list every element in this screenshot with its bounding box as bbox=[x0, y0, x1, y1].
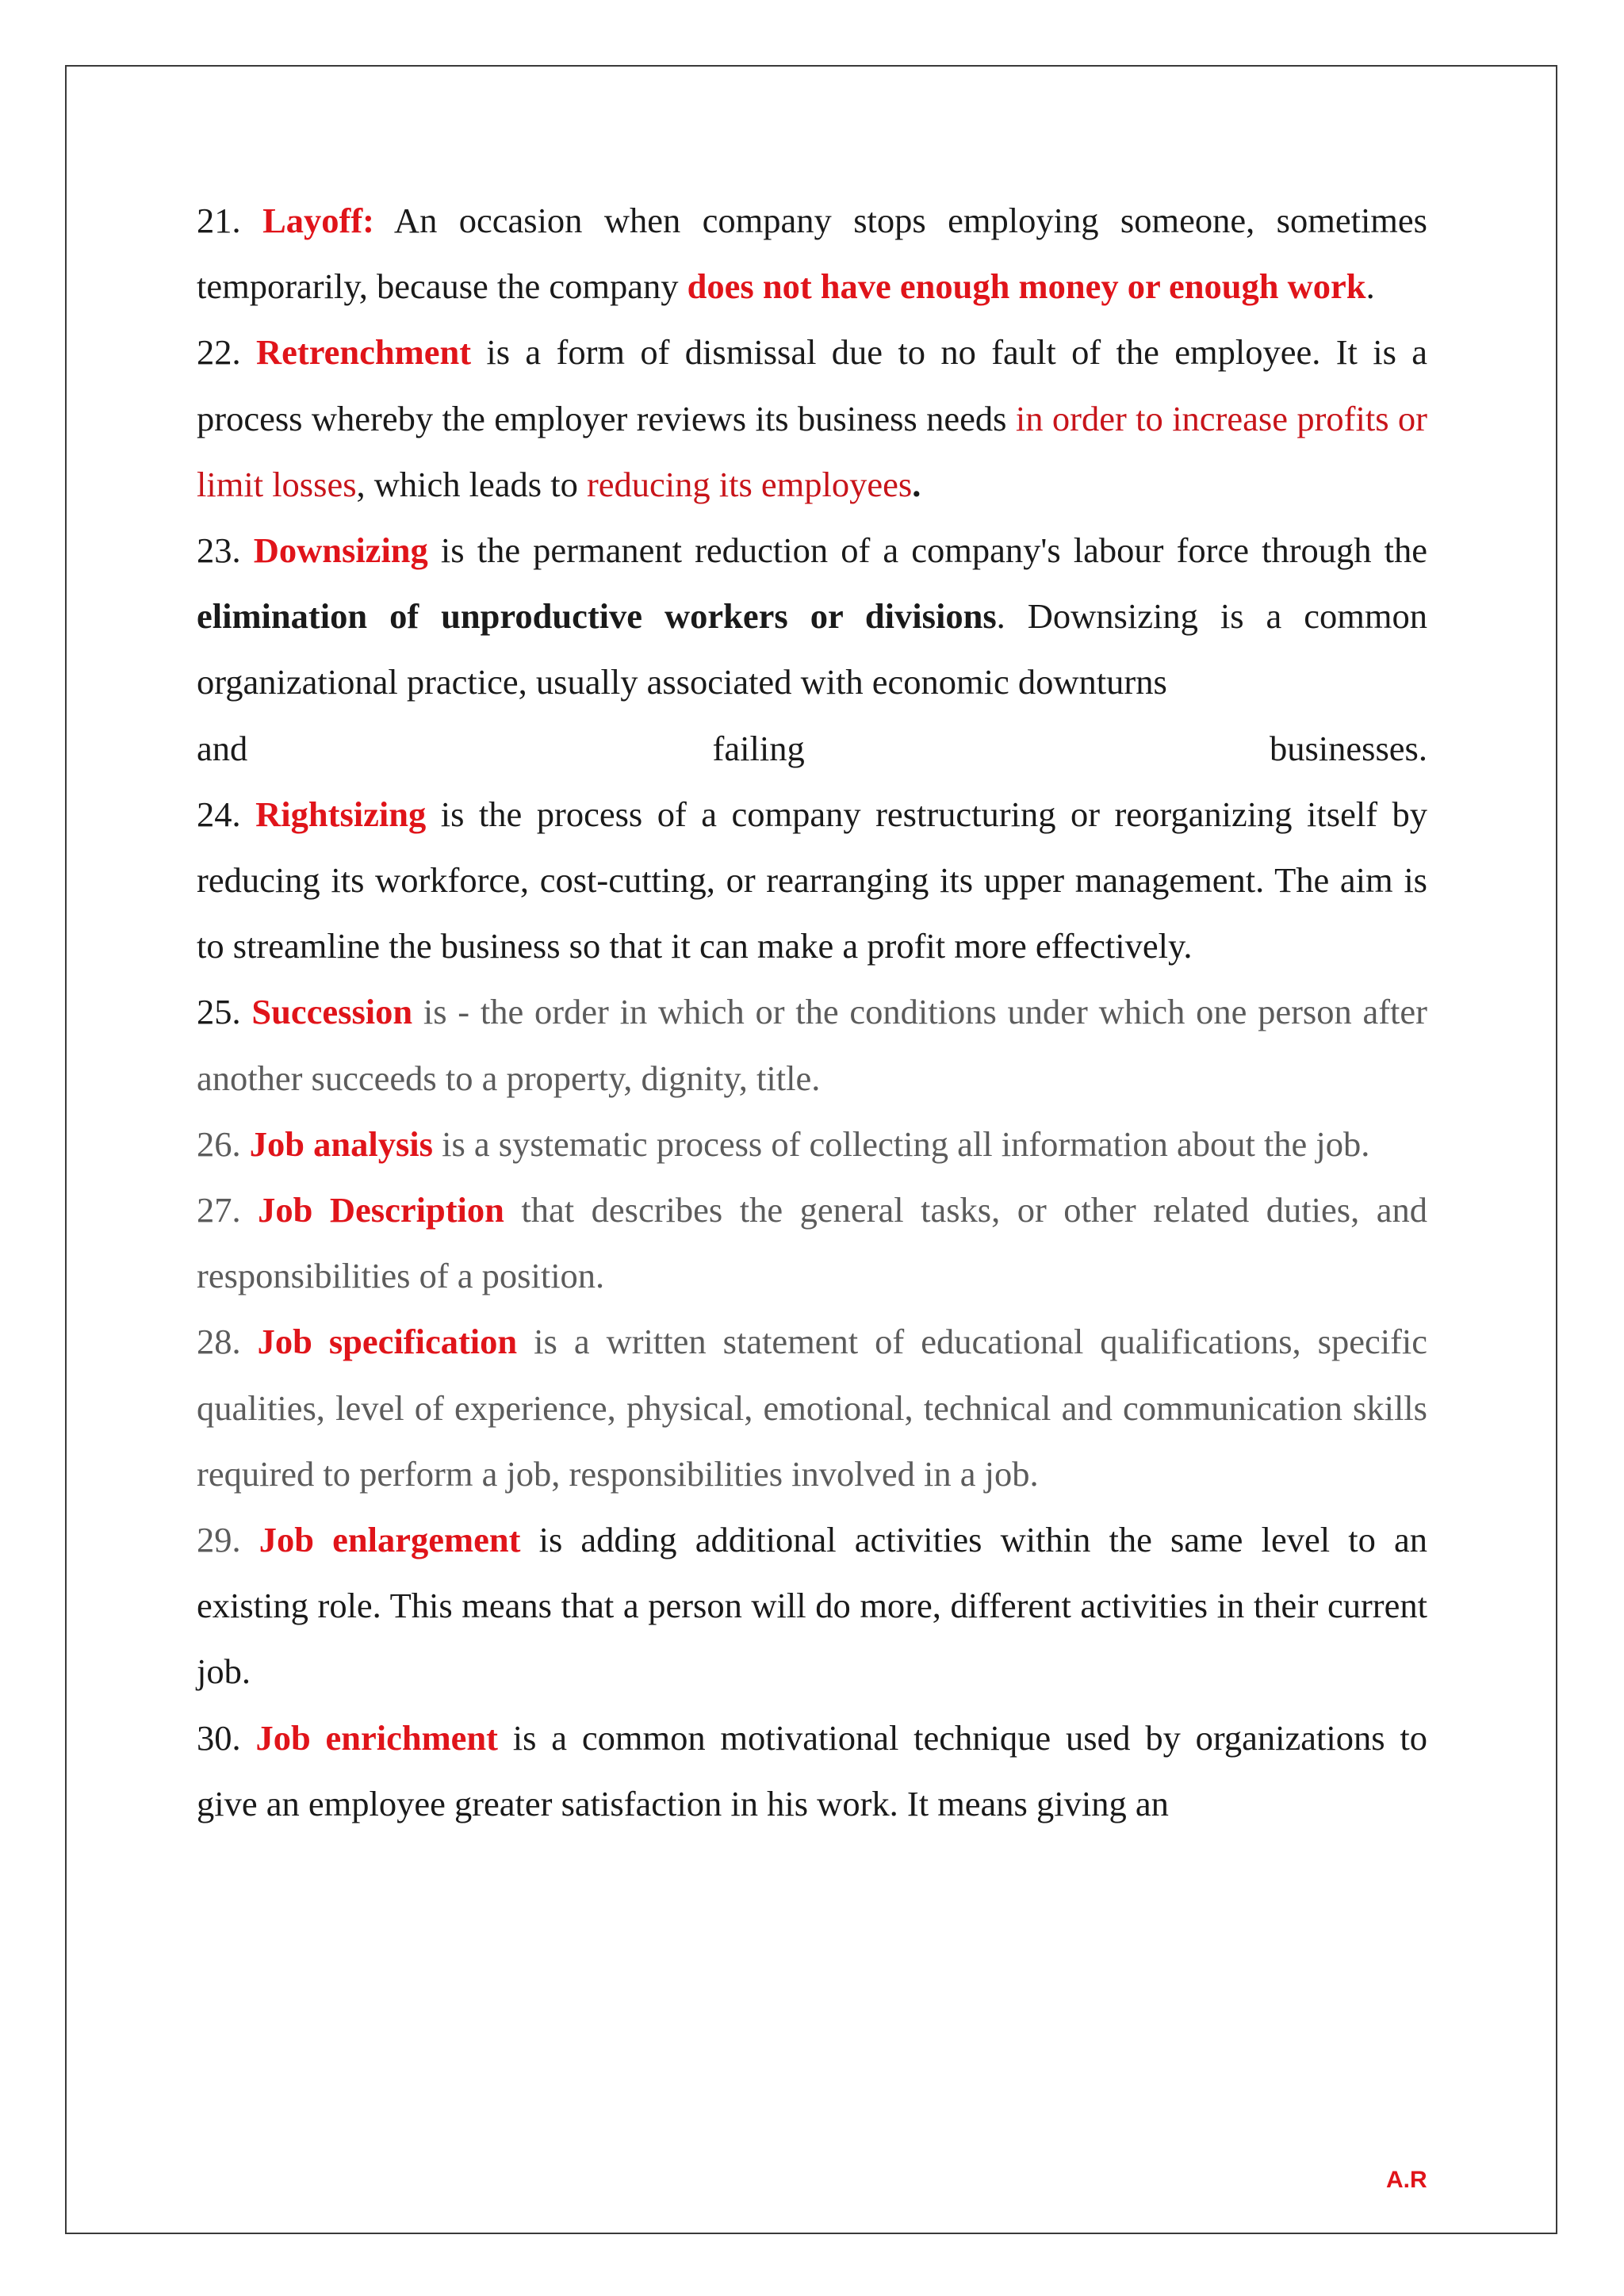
definition-text: is a common motivational technique used by organizations to give an employee greater satisfaction in his work. It means giving an bbox=[197, 1717, 1427, 1823]
definition-text: . Downsizing is a common organizational practice, usually associated with economic downturns bbox=[197, 596, 1427, 702]
definition-text: , which leads to bbox=[356, 464, 587, 504]
entry-number: 28. bbox=[197, 1322, 241, 1362]
entry-number: 24. bbox=[197, 794, 241, 834]
highlight-text: in order to increase profits or limit losses bbox=[197, 398, 1428, 504]
term-job-analysis: Job analysis bbox=[249, 1123, 433, 1164]
entry-28 bbox=[197, 1309, 1427, 1507]
term-job-enrichment: Job enrichment bbox=[255, 1717, 498, 1758]
entry-23-last-line bbox=[197, 716, 1427, 782]
entry-number: 29. bbox=[197, 1520, 241, 1560]
document-body bbox=[197, 188, 1427, 1837]
spread-word: businesses. bbox=[1269, 728, 1427, 768]
bold-text: elimination of unproductive workers or divisions bbox=[197, 596, 997, 637]
entry-24 bbox=[197, 782, 1427, 980]
definition-text: is a written statement of educational qualifications, specific qualities, level of experience, physical, emotional, technical and communication skills required to perform a job, responsibilities involved in a job. bbox=[197, 1322, 1428, 1494]
definition-text: . bbox=[912, 464, 921, 504]
entry-26 bbox=[197, 1112, 1427, 1177]
term-job-specification: Job specification bbox=[257, 1322, 518, 1362]
term-layoff: Layoff: bbox=[262, 201, 374, 240]
entry-29 bbox=[197, 1507, 1427, 1705]
entry-21 bbox=[197, 188, 1427, 320]
term-job-description: Job Description bbox=[258, 1190, 504, 1230]
spread-word: and bbox=[197, 728, 248, 768]
term-job-enlargement: Job enlargement bbox=[259, 1520, 521, 1560]
highlight-text: reducing its employees bbox=[586, 464, 913, 504]
definition-text: is a systematic process of collecting all information about the job. bbox=[433, 1123, 1370, 1164]
entry-number: 26. bbox=[197, 1123, 241, 1164]
definition-text: is a form of dismissal due to no fault of the employee. It is a process whereby the employer reviews its business needs bbox=[197, 332, 1428, 438]
definition-text: is - the order in which or the conditions under which one person after another succeeds to a property, dignity, title. bbox=[197, 992, 1427, 1098]
entry-27 bbox=[197, 1177, 1427, 1309]
entry-number: 25. bbox=[197, 992, 241, 1032]
definition-text: An occasion when company stops employing someone, sometimes temporarily, because the company bbox=[197, 201, 1427, 307]
term-retrenchment: Retrenchment bbox=[255, 332, 472, 373]
entry-30 bbox=[197, 1705, 1427, 1837]
entry-number: 30. bbox=[197, 1717, 241, 1758]
term-succession: Succession bbox=[251, 992, 413, 1032]
entry-number: 23. bbox=[197, 530, 241, 571]
definition-text: is the permanent reduction of a company's labour force through the bbox=[427, 530, 1427, 571]
definition-text: is adding additional activities within the same level to an existing role. This means that a person will do more, different activities in their current job. bbox=[197, 1520, 1427, 1692]
definition-text: . bbox=[1365, 266, 1375, 307]
definition-text: is the process of a company restructuring or reorganizing itself by reducing its workforce, cost-cutting, or rearranging its upper management. The aim is to streamline the business so that it can make a profit more effectively. bbox=[197, 794, 1428, 966]
entry-number: 27. bbox=[197, 1190, 241, 1230]
entry-22 bbox=[197, 320, 1427, 518]
entry-23 bbox=[197, 518, 1427, 716]
entry-number: 22. bbox=[197, 332, 241, 373]
term-downsizing: Downsizing bbox=[253, 530, 428, 571]
entry-25 bbox=[197, 979, 1427, 1111]
highlight-text: does not have enough money or enough work bbox=[687, 266, 1366, 307]
entry-number: 21. bbox=[197, 201, 241, 240]
term-rightsizing: Rightsizing bbox=[255, 794, 427, 834]
footer-initials: A.R bbox=[1386, 2167, 1427, 2193]
spread-word: failing bbox=[712, 728, 805, 768]
definition-text: that describes the general tasks, or other related duties, and responsibilities of a position. bbox=[197, 1190, 1427, 1296]
